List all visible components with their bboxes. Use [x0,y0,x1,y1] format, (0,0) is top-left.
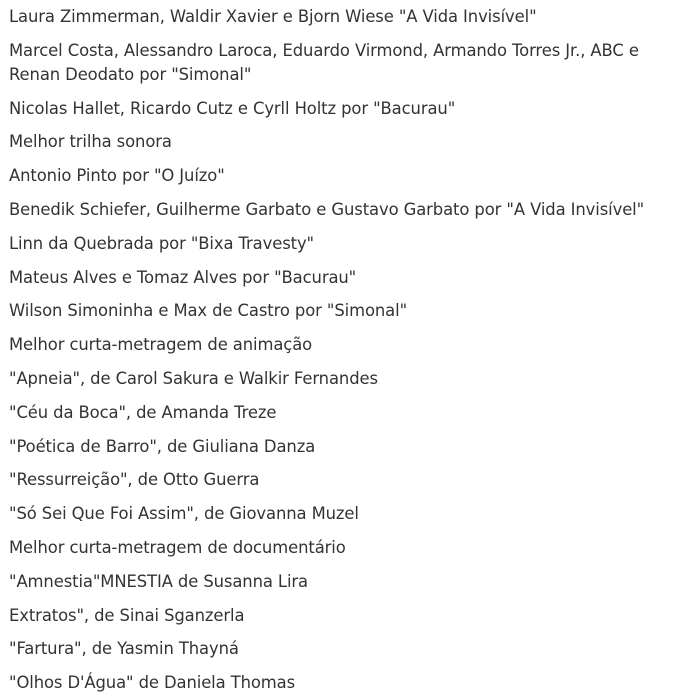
nominee-line: Marcel Costa, Alessandro Laroca, Eduardo Virmond, Armando Torres Jr., ABC e Renan Deodato por "Simonal" [9,40,639,84]
nominee-line: "Só Sei Que Foi Assim", de Giovanna Muzel [9,504,359,524]
nominee-line: "Apneia", de Carol Sakura e Walkir Fernandes [9,368,378,388]
nominee-line: Nicolas Hallet, Ricardo Cutz e Cyrll Holtz por "Bacurau" [9,98,456,118]
nominee-line: "Amnestia"MNESTIA de Susanna Lira [9,571,308,591]
nominee-line: Mateus Alves e Tomaz Alves por "Bacurau" [9,267,357,287]
nominee-line: Benedik Schiefer, Guilherme Garbato e Gustavo Garbato por "A Vida Invisível" [9,199,645,219]
nominee-line: Linn da Quebrada por "Bixa Travesty" [9,233,314,253]
nominee-line: "Poética de Barro", de Giuliana Danza [9,436,316,456]
category-heading: Melhor curta-metragem de documentário [9,537,346,557]
nominee-line: Antonio Pinto por "O Juízo" [9,166,225,186]
category-heading: Melhor curta-metragem de animação [9,335,313,355]
nominee-line: Wilson Simoninha e Max de Castro por "Simonal" [9,301,408,321]
nominee-line: "Ressurreição", de Otto Guerra [9,470,260,490]
category-heading: Melhor trilha sonora [9,132,172,152]
nominee-line: "Céu da Boca", de Amanda Treze [9,402,277,422]
nominee-line: "Olhos D'Água" de Daniela Thomas [9,673,296,693]
nominee-line: Extratos", de Sinai Sganzerla [9,605,245,625]
nominee-line: Laura Zimmerman, Waldir Xavier e Bjorn Wiese "A Vida Invisível" [9,7,537,26]
nominee-line: "Fartura", de Yasmin Thayná [9,639,239,659]
